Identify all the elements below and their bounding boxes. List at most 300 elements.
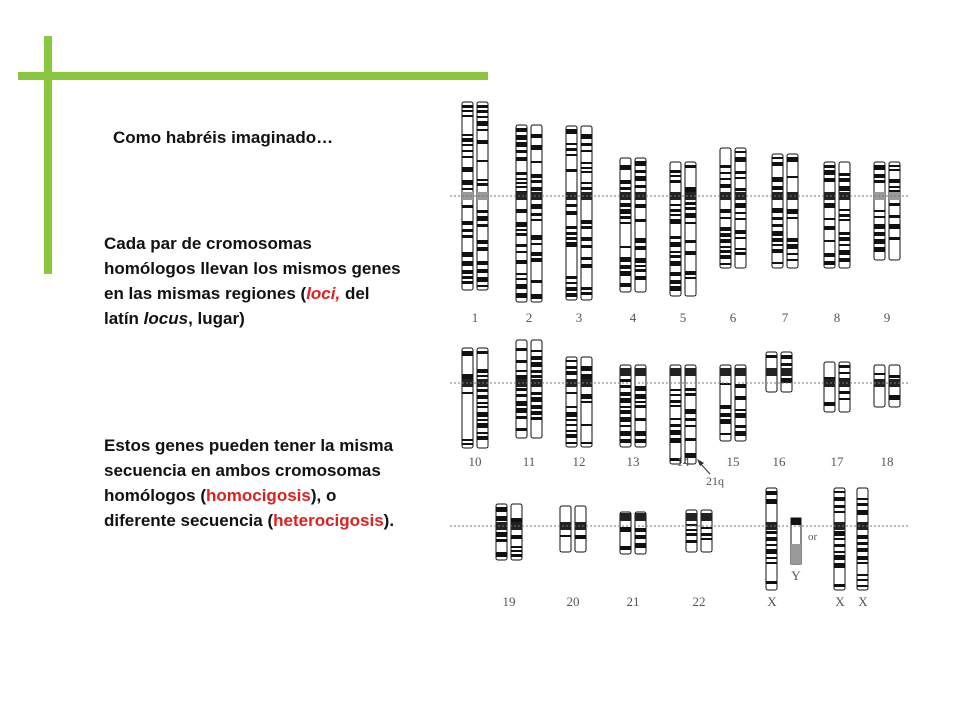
chromosome [720,148,731,268]
chromosome-label: 21 [626,594,640,609]
chromosome-band [462,205,473,208]
chromosome-band [566,392,577,394]
chromosome-band [857,535,868,539]
chromosome [735,365,746,441]
chromosome [511,504,522,560]
y-chromosome-band [791,518,801,525]
chromosome-band [701,538,712,540]
chromosome-band [772,249,783,253]
chromosome-band [511,554,522,557]
chromosome-band [670,424,681,427]
chromosome-band [516,293,527,298]
chromosome-band [766,537,777,541]
chromosome-band [824,170,835,175]
chromosome-band [685,222,696,224]
chromosome-band [477,240,488,244]
chromosome-band [889,215,900,218]
chromosome-band [477,210,488,213]
chromosome-band [516,142,527,147]
chromosome-band [620,417,631,422]
chromosome-band [581,167,592,169]
chromosome-band [531,362,542,367]
chromosome-band [824,203,835,208]
chromosome-band [720,250,731,253]
centromere-band [787,192,798,200]
chromosome [766,488,777,590]
chromosome-label: 19 [502,594,516,609]
chromosome-band [720,405,731,409]
chromosome-band [670,261,681,266]
y-chromosome-shaded [791,544,801,564]
chromosome-band [581,143,592,146]
chromosome-label: 17 [830,454,844,469]
chromosome-band [824,165,835,168]
chromosome-outline [581,126,592,300]
chromosome-band [889,186,900,188]
chromosome-band [477,261,488,265]
chromosome-band [462,167,473,172]
chromosome-band [834,491,845,493]
chromosome-band [462,235,473,238]
chromosome-band [670,280,681,284]
chromosome-band [839,186,850,191]
centromere-band [766,368,777,376]
chromosome-band [834,563,845,568]
chromosome-band [620,283,631,287]
chromosome-band [477,351,488,354]
chromosome-band [566,406,577,408]
chromosome-band [516,416,527,419]
chromosome-band [686,533,697,536]
chromosome-band [531,219,542,221]
chromosome-band [874,165,885,170]
chromosome-band [516,229,527,231]
chromosome-outline [685,162,696,296]
chromosome-band [531,375,542,378]
chromosome-band [477,216,488,221]
chromosome-outline [735,365,746,441]
chromosome-band [531,235,542,240]
chromosome-band [566,276,577,279]
chromosome-band [511,550,522,552]
chromosome-band [735,409,746,411]
chromosome-band [462,252,473,257]
centromere-band [635,192,646,200]
centromere-band [735,192,746,200]
chromosome-band [462,144,473,146]
chromosome-band [477,395,488,399]
chromosome-band [516,260,527,264]
accent-horizontal-bar [18,72,488,80]
chromosome-label: 20 [566,594,580,609]
chromosome-band [531,397,542,402]
chromosome-band [735,252,746,255]
centromere-band [620,513,631,521]
chromosome-band [635,185,646,188]
chromosome-band [575,535,586,539]
chromosome-band [635,439,646,443]
chromosome-band [766,531,777,534]
chromosome [670,365,681,464]
chromosome-label: 2 [525,310,533,325]
chromosome-band [839,209,850,211]
chromosome-band [824,253,835,257]
centromere-band [735,368,746,376]
chromosome-band [477,406,488,408]
chromosome-band [635,405,646,408]
chromosome-band [857,579,868,581]
chromosome-band [516,157,527,161]
chromosome-band [516,278,527,280]
chromosome-band [874,224,885,229]
chromosome-band [566,169,577,172]
chromosome-band [462,270,473,274]
chromosome-band [531,134,542,138]
chromosome [772,154,783,268]
chromosome-band [635,418,646,421]
chromosome-band [874,232,885,236]
centromere-band [620,368,631,376]
chromosome-band [781,355,792,359]
chromosome-band [635,176,646,181]
chromosome-band [772,217,783,220]
chromosome-band [477,375,488,377]
chromosome-band [581,182,592,184]
centromere-band [686,513,697,521]
chromosome [787,154,798,268]
p2-text-end: ). [383,511,395,530]
chromosome-band [834,551,845,553]
chromosome [781,352,792,392]
centromere-band [824,192,835,200]
chromosome-band [462,188,473,190]
chromosome-band [701,527,712,529]
chromosome [685,365,696,464]
chromosome-band [516,388,527,391]
centromere-band [720,368,731,376]
chromosome-band [477,436,488,440]
chromosome-band [635,204,646,208]
chromosome-band [670,405,681,407]
chromosome-band [889,395,900,400]
chromosome-band [766,544,777,546]
arrow-head-21q [697,459,704,466]
centromere-band [531,379,542,387]
chromosome-band [516,178,527,180]
chromosome-band [531,350,542,352]
chromosome-band [496,552,507,557]
paragraph-homologous-loci [104,231,404,331]
slide-heading: Como habréis imaginado… [113,128,334,147]
chromosome [496,504,507,560]
chromosome-band [670,242,681,247]
chromosome-band [620,187,631,190]
chromosome-band [566,287,577,291]
chromosome-band [620,431,631,436]
chromosome-label: 14 [676,454,690,469]
chromosome-band [531,213,542,216]
p2-text-mid: ), o diferente secuencia ( [104,486,337,530]
chromosome-label: 7 [781,310,789,325]
chromosome-band [620,546,631,550]
chromosome-label: 22 [692,594,706,609]
chromosome-band [566,293,577,297]
chromosome-band [670,170,681,173]
chromosome-band [566,412,577,417]
chromosome-band [787,244,798,249]
chromosome-band [581,237,592,241]
chromosome-band [566,360,577,362]
chromosome-band [516,401,527,406]
chromosome-band [566,204,577,207]
chromosome-band [531,252,542,256]
chromosome-band [516,251,527,253]
chromosome-band [531,174,542,178]
chromosome [566,126,577,300]
chromosome-band [462,392,473,394]
chromosome-band [720,255,731,259]
chromosome-band [889,169,900,171]
chromosome [531,125,542,302]
chromosome-band [787,176,798,178]
chromosome-band [839,237,850,241]
chromosome-band [787,238,798,242]
chromosome-band [834,544,845,547]
chromosome-band [462,351,473,356]
chromosome-band [787,217,798,219]
chromosome-band [566,430,577,432]
chromosome [620,512,631,554]
chromosome-band [511,546,522,548]
centromere-band [635,513,646,521]
chromosome-band [766,499,777,504]
chromosome-band [839,244,850,246]
chromosome-band [787,209,798,214]
chromosome-band [670,430,681,435]
chromosome-band [670,286,681,291]
chromosome-band [889,375,900,378]
chromosome-band [720,165,731,168]
chromosome-band [670,180,681,183]
chromosome-band [635,543,646,548]
chromosome-band [462,281,473,284]
chromosome-band [566,419,577,421]
chromosome-band [462,156,473,158]
chromosome-band [477,140,488,144]
centromere-band [701,513,712,521]
chromosome-band [735,425,746,428]
chromosome-band [834,555,845,560]
chromosome-band [531,411,542,415]
chromosome [857,488,868,590]
chromosome-band [824,261,835,265]
chromosome-band [516,348,527,351]
chromosome-band [566,237,577,240]
chromosome-label: 11 [522,454,536,469]
chromosome-band [874,373,885,375]
chromosome [635,365,646,447]
chromosome-band [874,174,885,178]
chromosome-label: 8 [833,310,841,325]
chromosome-band [531,294,542,299]
chromosome-outline [685,365,696,464]
p1-text-start: Cada par de cromosomas homólogos llevan los mismos genes en las mismas regiones ( [104,234,401,303]
annotation-21q: 21q [706,474,724,488]
chromosome-band [685,277,696,279]
chromosome-band [889,237,900,240]
chromosome-band [566,211,577,215]
chromosome-band [581,257,592,260]
chromosome-band [635,170,646,173]
chromosome-band [496,532,507,537]
chromosome-band [735,188,746,191]
chromosome [462,348,473,448]
chromosome-band [477,389,488,392]
chromosome-band [735,171,746,174]
chromosome-band [857,548,868,552]
chromosome-band [566,226,577,229]
chromosome-band [620,165,631,170]
chromosome [686,510,697,552]
chromosome-band [496,539,507,542]
chromosome-band [685,438,696,441]
chromosome-label: X [835,594,845,609]
chromosome-band [581,401,592,403]
chromosome-band [735,237,746,239]
chromosome-band [834,584,845,587]
chromosome-band [766,491,777,495]
chromosome-band [620,439,631,443]
centromere-band [824,379,835,387]
chromosome [620,365,631,447]
chromosome [581,357,592,447]
chromosome-band [560,535,571,537]
chromosome-band [720,233,731,237]
chromosome-band [670,214,681,216]
chromosome-band [766,562,777,564]
centromere-band [511,522,522,530]
chromosome-band [516,394,527,397]
chromosome-label: 12 [572,454,586,469]
chromosome-band [581,245,592,248]
chromosome-band [824,226,835,230]
chromosome-band [635,528,646,532]
chromosome-band [581,292,592,295]
chromosome-band [735,212,746,214]
chromosome-band [462,134,473,136]
chromosome-band [735,203,746,208]
chromosome-band [720,413,731,417]
chromosome [560,506,571,552]
chromosome-band [462,229,473,232]
chromosome-band [635,238,646,243]
chromosome-band [531,370,542,373]
chromosome-band [766,549,777,554]
chromosome-band [720,239,731,243]
chromosome-group [462,102,900,590]
chromosome-band [670,219,681,224]
loci-term: loci, [306,284,341,303]
chromosome-band [581,150,592,152]
chromosome-band [670,389,681,391]
chromosome-band [477,412,488,417]
chromosome [581,126,592,300]
chromosome-band [477,224,488,227]
or-text: or [808,531,818,543]
chromosome-band [735,396,746,400]
chromosome-band [874,247,885,252]
chromosome-band [531,204,542,209]
chromosome-outline [824,162,835,268]
centromere-band [575,522,586,530]
chromosome-band [477,432,488,434]
chromosome-band [635,386,646,391]
chromosome [735,148,746,268]
chromosome-band [857,562,868,564]
chromosome-band [720,419,731,424]
chromosome-band [766,557,777,559]
centromere-band [685,368,696,376]
chromosome-band [701,533,712,536]
chromosome-band [720,227,731,231]
chromosome-label: 3 [575,310,583,325]
chromosome-band [685,240,696,243]
chromosome-band [531,417,542,420]
chromosome-band [620,406,631,408]
centromere-band [516,379,527,387]
chromosome-band [477,423,488,428]
chromosome-band [685,393,696,396]
chromosome-band [620,392,631,396]
chromosome-band [566,148,577,151]
chromosome-band [839,250,850,255]
chromosome-band [735,248,746,250]
chromosome-band [581,220,592,224]
locus-term: locus [143,309,189,328]
chromosome-band [462,138,473,142]
chromosome-band [477,179,488,181]
chromosome-band [889,165,900,167]
chromosome-band [772,177,783,182]
chromosome-band [477,116,488,118]
chromosome-band [720,383,731,385]
chromosome [874,162,885,260]
centromere-band [670,368,681,376]
chromosome-band [511,535,522,539]
chromosome-band [462,443,473,445]
chromosome-band [720,217,731,219]
chromosome-band [620,265,631,269]
chromosome-band [516,428,527,431]
chromosome-band [635,535,646,539]
chromosome-band [720,178,731,180]
chromosome-band [496,507,507,512]
chromosome-band [581,287,592,290]
chromosome-band [635,219,646,222]
chromosome-band [531,258,542,262]
chromosome [516,125,527,302]
chromosome-band [874,210,885,212]
p1-text-end: , lugar) [188,309,245,328]
chromosome-band [566,366,577,369]
centromere-band [781,368,792,376]
chromosome-band [839,365,850,368]
chromosome [839,362,850,412]
chromosome-band [635,401,646,403]
chromosome-band [531,161,542,163]
chromosome-label: 13 [626,454,640,469]
chromosome-band [581,171,592,173]
